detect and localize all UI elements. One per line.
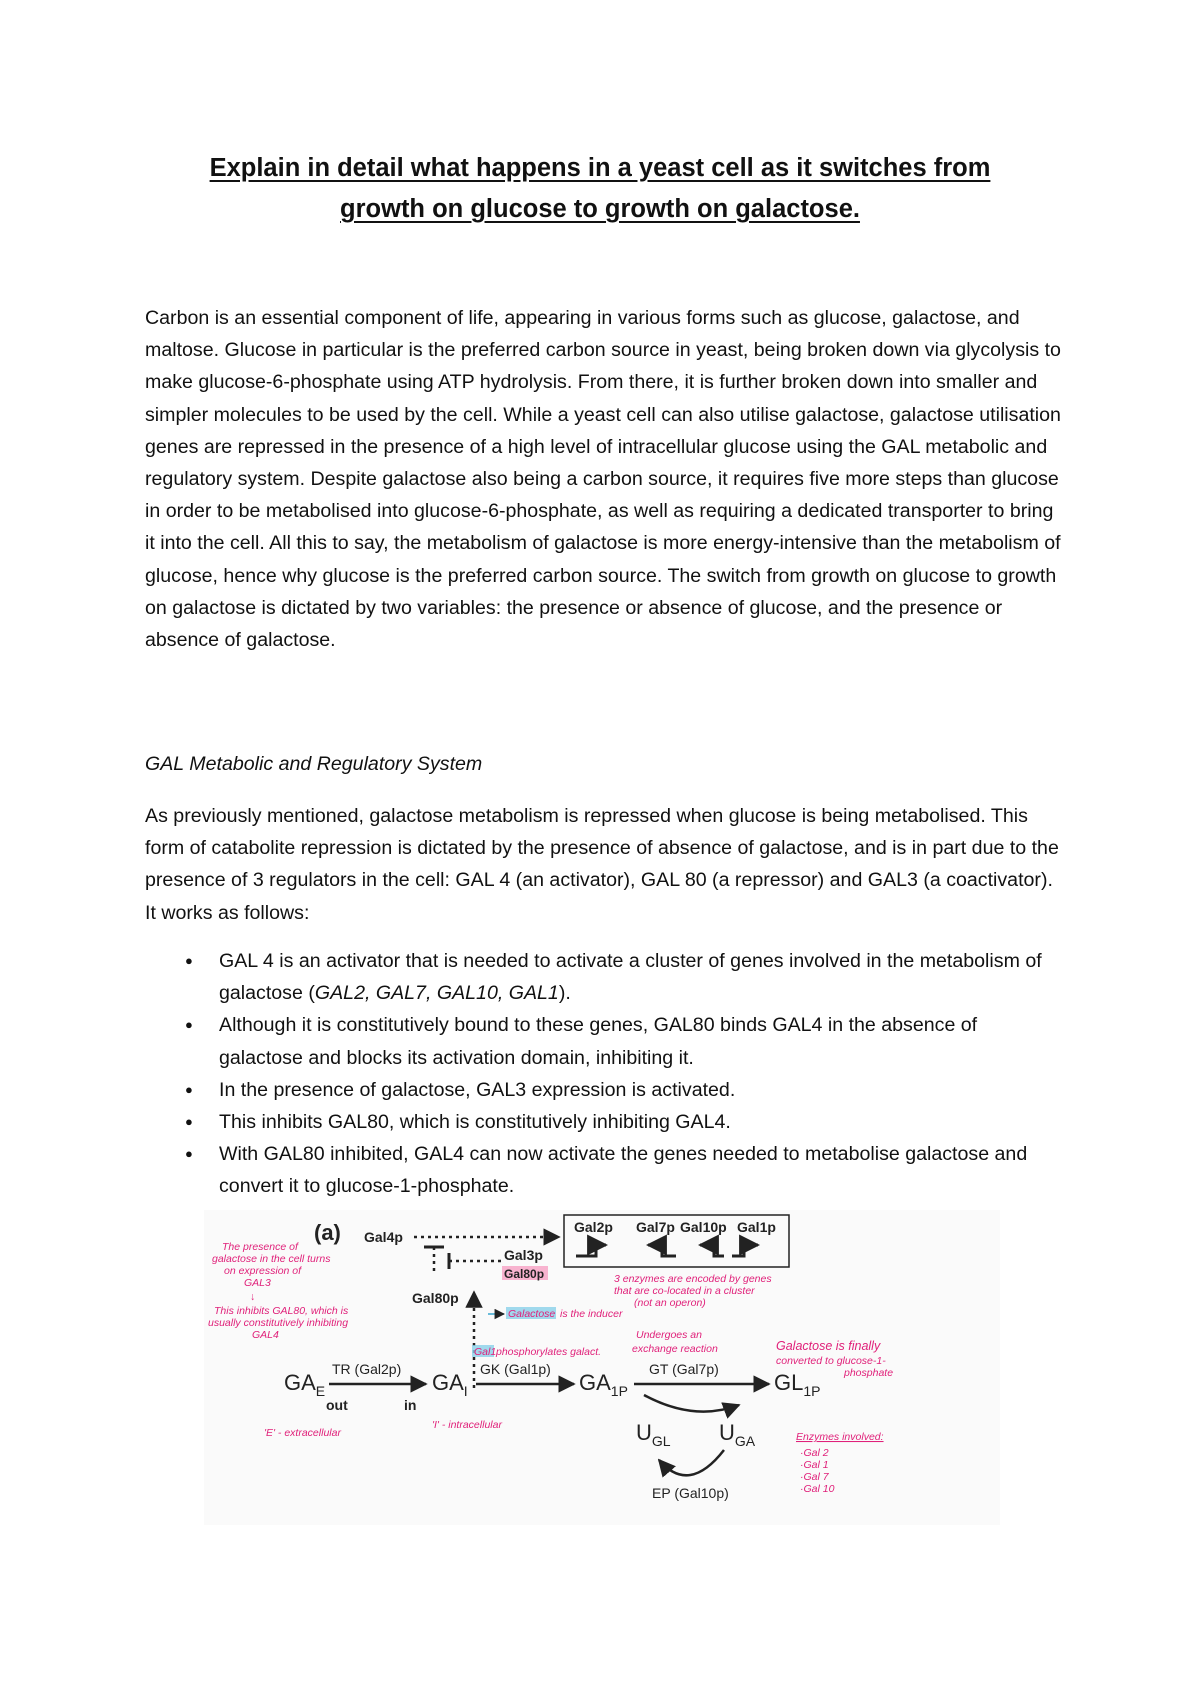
enzyme-item: ·Gal 1	[800, 1459, 829, 1471]
ep-label: EP (Gal10p)	[652, 1485, 729, 1501]
list-item: ● GAL 4 is an activator that is needed to activate a cluster of genes involved in the metabolism of galactose (GAL2, GAL7, GAL10, GAL1).	[145, 945, 1065, 1009]
left-note-line: usually constitutively inhibiting	[208, 1317, 349, 1329]
tr-label: TR (Gal2p)	[332, 1361, 402, 1377]
gene-label: Gal10p	[680, 1219, 727, 1235]
u-gl-label: $U_{GL}$	[636, 1420, 671, 1449]
left-note-line: The presence of	[222, 1241, 298, 1253]
gal3p-label: Gal3p	[504, 1247, 543, 1263]
gene-note-line: that are co-located in a cluster	[614, 1285, 755, 1297]
section-heading: GAL Metabolic and Regulatory System	[145, 753, 483, 775]
ga-i-label: $GA_I$	[432, 1370, 468, 1399]
enzymes-title: Enzymes involved:	[796, 1431, 884, 1443]
final-note-line: Galactose is finally	[776, 1339, 881, 1353]
exchange-note-line: Undergoes an	[636, 1329, 702, 1341]
final-note-line: phosphate	[844, 1367, 894, 1379]
gene-list: GAL2, GAL7, GAL10, GAL1	[314, 982, 559, 1005]
enzyme-item: ·Gal 2	[800, 1447, 829, 1459]
left-note-line: galactose in the cell turns	[212, 1253, 331, 1265]
list-item: ● This inhibits GAL80, which is constitutively inhibiting GAL4.	[145, 1106, 1065, 1138]
enzyme-item: ·Gal 10	[800, 1483, 835, 1495]
list-item: ● Although it is constitutively bound to these genes, GAL80 binds GAL4 in the absence of galactose and blocks its activation domain, inhibiting it.	[145, 1009, 1065, 1073]
section-paragraph: As previously mentioned, galactose metabolism is repressed when glucose is being metabolised. This form of catabolite repression is dictated by the presence of absence of galactose, and is in part due to the presence of 3 regulators in the cell: GAL 4 (an activator), GAL 80 (a repressor) and GAL3 (a coactivator). It works as follows:	[145, 805, 1059, 924]
i-note: 'I' - intracellular	[432, 1419, 502, 1431]
left-note-line: This inhibits GAL80, which is	[214, 1305, 349, 1317]
gl-1p-label: $GL_{1P}$	[774, 1370, 821, 1399]
e-note: 'E' - extracellular	[264, 1427, 341, 1439]
list-item: ● With GAL80 inhibited, GAL4 can now activate the genes needed to metabolise galactose and convert it to glucose-1-phosphate.	[145, 1138, 1065, 1202]
final-note-line: converted to glucose-1-	[776, 1355, 886, 1367]
gal4p-label: Gal4p	[364, 1229, 403, 1245]
gene-label: Gal2p	[574, 1219, 613, 1235]
gene-label: Gal1p	[737, 1219, 776, 1235]
gk-word: Gal1	[474, 1346, 497, 1358]
gk-label: GK (Gal1p)	[480, 1361, 551, 1377]
gene-note-line: (not an operon)	[634, 1297, 706, 1309]
bullet-list	[145, 945, 1065, 1203]
gene-note-line: 3 enzymes are encoded by genes	[614, 1273, 772, 1285]
intro-paragraph: Carbon is an essential component of life, appearing in various forms such as glucose, galactose, and maltose. Glucose in particular is the preferred carbon source in yeast, being broken down via glycolysis to make glucose-6-phosphate using ATP hydrolysis. From there, it is further broken down into smaller and simpler molecules to be used by the cell. While a yeast cell can also utilise galactose, galactose utilisation genes are repressed in the presence of a high level of intracellular glucose using the GAL metabolic and regulatory system. Despite galactose also being a carbon source, it requires five more steps than glucose in order to be metabolised into glucose-6-phosphate, as well as requiring a dedicated transporter to bring it into the cell. All this to say, the metabolism of galactose is more energy-intensive than the metabolism of glucose, hence why glucose is the preferred carbon source. The switch from growth on glucose to growth on galactose is dictated by two variables: the presence or absence of glucose, and the presence or absence of galactose.	[145, 307, 1061, 652]
left-note-line: on expression of	[224, 1265, 302, 1277]
gal80p-label: Gal80p	[412, 1290, 459, 1306]
gk-note: phosphorylates galact.	[496, 1346, 602, 1358]
in-label: in	[404, 1397, 417, 1413]
left-note-line: GAL3	[244, 1277, 271, 1289]
title-line-2: growth on glucose to growth on galactose.	[340, 195, 860, 223]
inducer-note: is the inducer	[560, 1308, 623, 1320]
gene-label: Gal7p	[636, 1219, 675, 1235]
u-ga-label: $U_{GA}$	[719, 1420, 756, 1449]
left-note-line: ↓	[250, 1291, 256, 1303]
title-line-1: Explain in detail what happens in a yeast cell as it switches from	[209, 154, 991, 182]
panel-label: (a)	[314, 1220, 341, 1245]
ga-e-label: $GA_E$	[284, 1370, 326, 1399]
gal3p-mark: Gal80p	[504, 1267, 545, 1281]
out-label: out	[326, 1397, 348, 1413]
gt-label: GT (Gal7p)	[649, 1361, 719, 1377]
ga-1p-label: $GA_{1P}$	[579, 1370, 628, 1399]
inducer-word: Galactose	[508, 1308, 556, 1320]
exchange-note-line: exchange reaction	[632, 1343, 718, 1355]
gal-pathway-diagram	[204, 1210, 1000, 1525]
list-item: ● In the presence of galactose, GAL3 expression is activated.	[145, 1074, 1065, 1106]
enzyme-item: ·Gal 7	[800, 1471, 829, 1483]
page-title	[130, 148, 1070, 230]
left-note-line: GAL4	[252, 1329, 279, 1341]
